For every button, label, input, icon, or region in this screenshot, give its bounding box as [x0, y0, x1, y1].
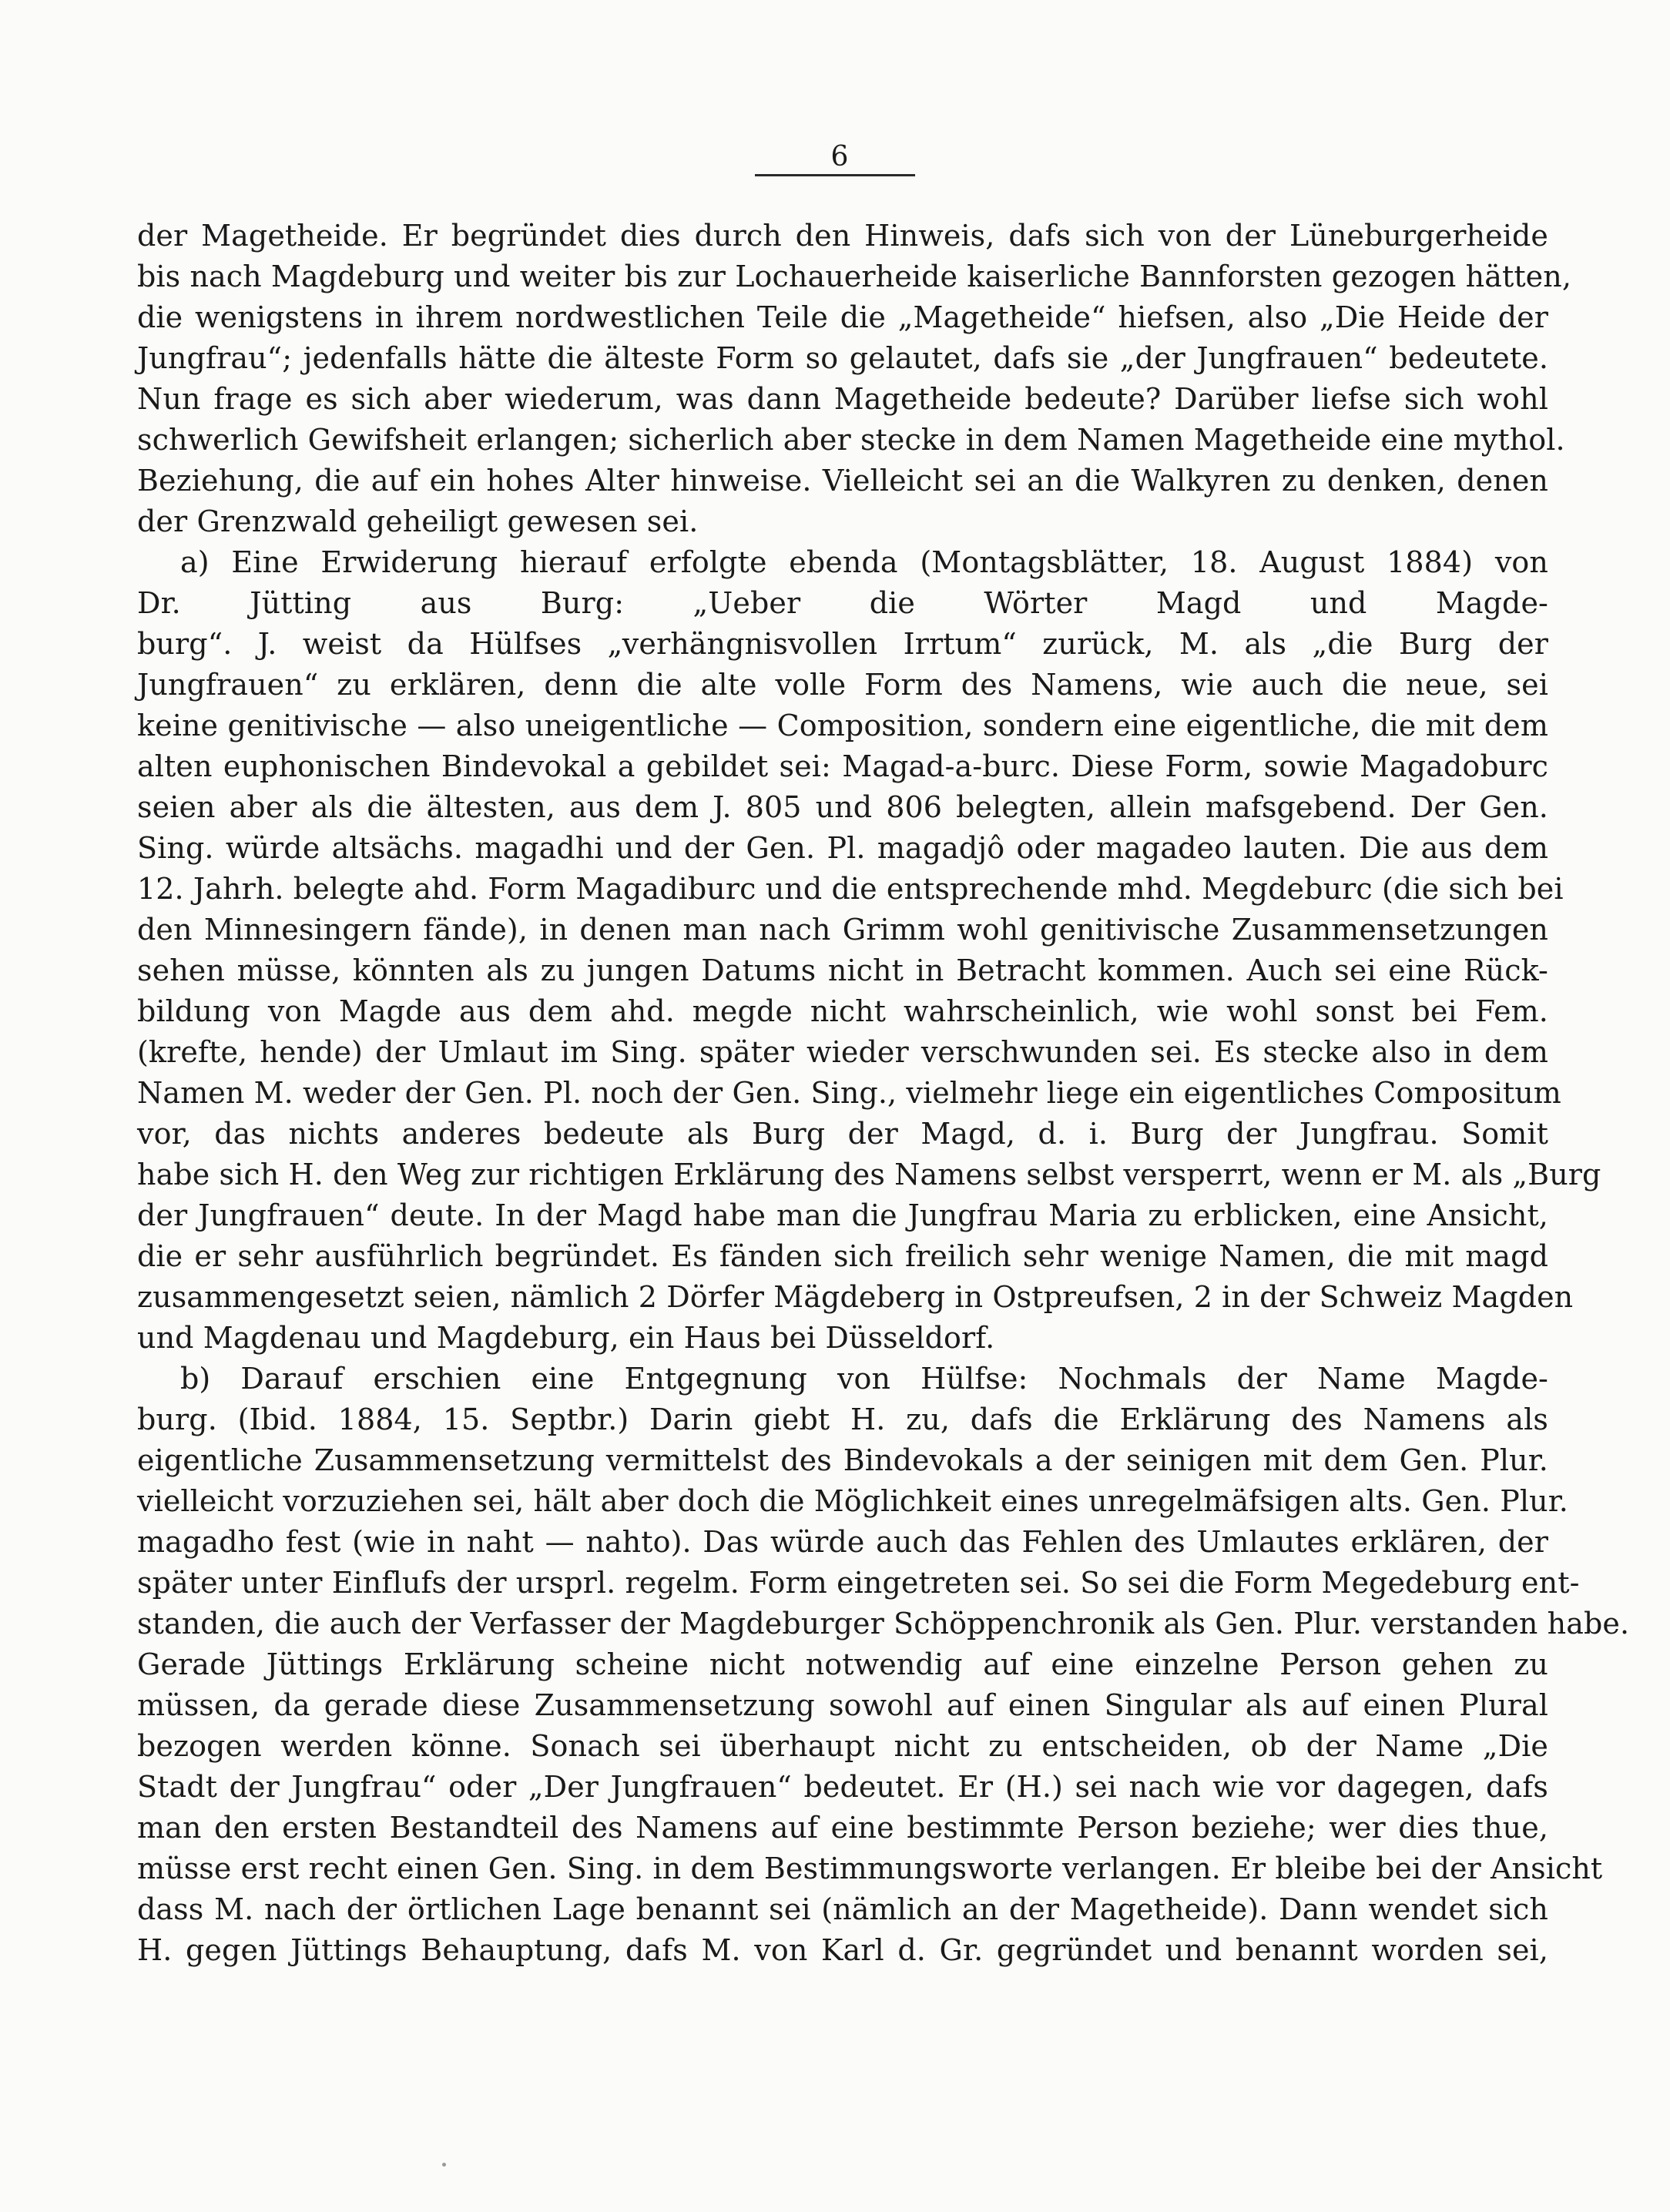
text-line: später unter Einflufs der ursprl. regelm. Form eingetreten sei. So sei die Form Megedeburg ent-: [137, 1566, 1580, 1600]
text-line: man den ersten Bestandteil des Namens auf eine bestimmte Person beziehe; wer dies thue,: [137, 1811, 1548, 1845]
text-line: der Grenzwald geheiligt gewesen sei.: [137, 504, 699, 538]
text-line: schwerlich Gewifsheit erlangen; sicherlich aber stecke in dem Namen Magetheide eine mythol.: [137, 423, 1565, 457]
text-line: seien aber als die ältesten, aus dem J. 805 und 806 belegten, allein mafsgebend. Der Gen.: [137, 790, 1548, 824]
text-line: keine genitivische — also uneigentliche — Composition, sondern eine eigentliche, die mit dem: [137, 709, 1548, 742]
text-line: bis nach Magdeburg und weiter bis zur Lochauerheide kaiserliche Bannforsten gezogen hätten,: [137, 260, 1572, 293]
page-number-rule: [755, 174, 915, 176]
page-number: 6: [830, 141, 849, 173]
text-line: die er sehr ausführlich begründet. Es fänden sich freilich sehr wenige Namen, die mit magd: [137, 1239, 1548, 1273]
text-line: den Minnesingern fände), in denen man nach Grimm wohl genitivische Zusammensetzungen: [137, 913, 1548, 947]
text-line: Gerade Jüttings Erklärung scheine nicht notwendig auf eine einzelne Person gehen zu: [137, 1647, 1548, 1681]
text-line: bildung von Magde aus dem ahd. megde nicht wahrscheinlich, wie wohl sonst bei Fem.: [137, 994, 1548, 1028]
text-line: Beziehung, die auf ein hohes Alter hinweise. Vielleicht sei an die Walkyren zu denken, denen: [137, 464, 1548, 498]
text-line: Nun frage es sich aber wiederum, was dann Magetheide bedeute? Darüber liefse sich wohl: [137, 382, 1548, 416]
print-speck: [442, 2163, 446, 2167]
text-line: Jungfrauen“ zu erklären, denn die alte volle Form des Namens, wie auch die neue, sei: [137, 668, 1548, 702]
text-line: vor, das nichts anderes bedeute als Burg der Magd, d. i. Burg der Jungfrau. Somit: [137, 1117, 1548, 1151]
text-line: habe sich H. den Weg zur richtigen Erklärung des Namens selbst versperrt, wenn er M. als „Burg: [137, 1158, 1601, 1191]
text-line: magadho fest (wie in naht — nahto). Das würde auch das Fehlen des Umlautes erklären, der: [137, 1525, 1548, 1559]
text-line: Namen M. weder der Gen. Pl. noch der Gen. Sing., vielmehr liege ein eigentliches Compositum: [137, 1076, 1561, 1110]
text-line: dass M. nach der örtlichen Lage benannt sei (nämlich an der Magetheide). Dann wendet sich: [137, 1892, 1548, 1926]
text-line: müsse erst recht einen Gen. Sing. in dem Bestimmungsworte verlangen. Er bleibe bei der Ansicht: [137, 1852, 1603, 1885]
text-line: sehen müsse, könnten als zu jungen Datums nicht in Betracht kommen. Auch sei eine Rück-: [137, 954, 1548, 987]
text-line: 12. Jahrh. belegte ahd. Form Magadiburc und die entsprechende mhd. Megdeburc (die sich bei: [137, 872, 1564, 906]
text-line: eigentliche Zusammensetzung vermittelst des Bindevokals a der seinigen mit dem Gen. Plur.: [137, 1443, 1548, 1477]
text-line: vielleicht vorzuziehen sei, hält aber doch die Möglichkeit eines unregelmäfsigen alts. Gen. Plur.: [137, 1484, 1568, 1518]
text-line: b) Darauf erschien eine Entgegnung von Hülfse: Nochmals der Name Magde-: [180, 1362, 1548, 1396]
text-line: burg. (Ibid. 1884, 15. Septbr.) Darin giebt H. zu, dafs die Erklärung des Namens als: [137, 1403, 1548, 1436]
text-line: a) Eine Erwiderung hierauf erfolgte ebenda (Montagsblätter, 18. August 1884) von: [180, 545, 1548, 579]
text-line: Stadt der Jungfrau“ oder „Der Jungfrauen“ bedeutet. Er (H.) sei nach wie vor dagegen, dafs: [137, 1770, 1548, 1804]
text-line: bezogen werden könne. Sonach sei überhaupt nicht zu entscheiden, ob der Name „Die: [137, 1729, 1548, 1763]
text-line: der Jungfrauen“ deute. In der Magd habe man die Jungfrau Maria zu erblicken, eine Ansicht,: [137, 1198, 1548, 1232]
text-line: Dr. Jütting aus Burg: „Ueber die Wörter Magd und Magde-: [137, 586, 1548, 620]
text-line: und Magdenau und Magdeburg, ein Haus bei Düsseldorf.: [137, 1321, 995, 1355]
text-line: burg“. J. weist da Hülfses „verhängnisvollen Irrtum“ zurück, M. als „die Burg der: [137, 627, 1548, 661]
text-line: müssen, da gerade diese Zusammensetzung sowohl auf einen Singular als auf einen Plural: [137, 1688, 1548, 1722]
text-line: Jungfrau“; jedenfalls hätte die älteste Form so gelautet, dafs sie „der Jungfrauen“ bedeutete.: [137, 341, 1548, 375]
text-line: alten euphonischen Bindevokal a gebildet sei: Magad-a-burc. Diese Form, sowie Magadoburc: [137, 749, 1548, 783]
body-text: [137, 216, 1630, 1971]
text-line: der Magetheide. Er begründet dies durch den Hinweis, dafs sich von der Lüneburgerheide: [137, 219, 1548, 253]
text-line: (krefte, hende) der Umlaut im Sing. später wieder verschwunden sei. Es stecke also in dem: [137, 1035, 1548, 1069]
text-line: zusammengesetzt seien, nämlich 2 Dörfer Mägdeberg in Ostpreufsen, 2 in der Schweiz Magden: [137, 1280, 1574, 1314]
text-line: die wenigstens in ihrem nordwestlichen Teile die „Magetheide“ hiefsen, also „Die Heide der: [137, 300, 1548, 334]
text-line: Sing. würde altsächs. magadhi und der Gen. Pl. magadjô oder magadeo lauten. Die aus dem: [137, 831, 1548, 865]
text-line: standen, die auch der Verfasser der Magdeburger Schöppenchronik als Gen. Plur. verstanden habe.: [137, 1607, 1630, 1641]
text-line: H. gegen Jüttings Behauptung, dafs M. von Karl d. Gr. gegründet und benannt worden sei,: [137, 1933, 1548, 1967]
